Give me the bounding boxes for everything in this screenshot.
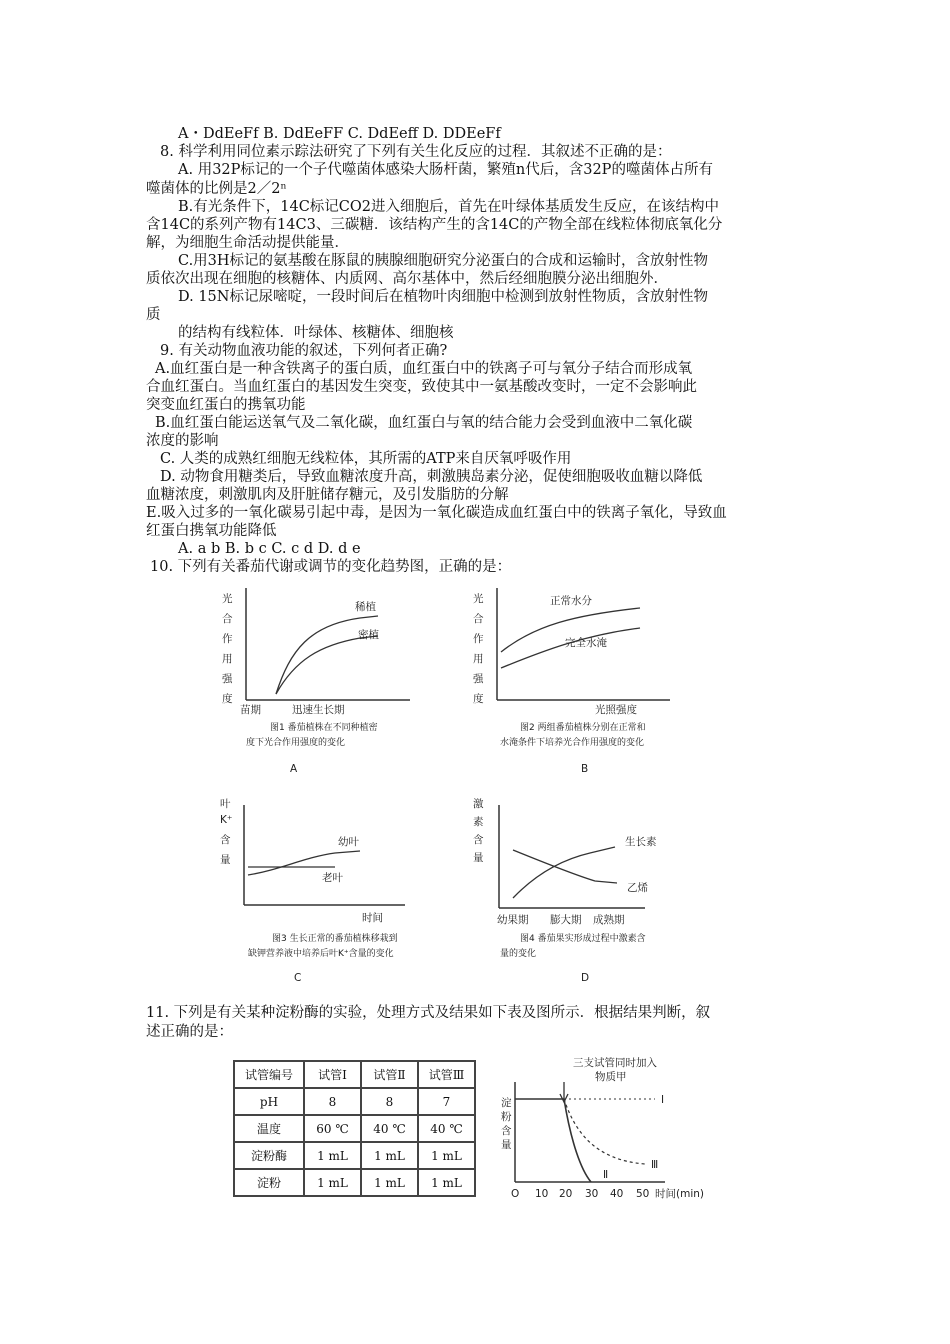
starch-graph-label-2: Ⅱ (603, 1169, 609, 1181)
figure-c-curve-young (248, 851, 360, 875)
figure-a-ylabel (222, 592, 233, 705)
q9-option-e: E.吸入过多的一氧化碳易引起中毒，是因为一氧化碳造成血红蛋白中的铁离子氧化，导致血 (146, 505, 727, 521)
starch-graph-ticks (511, 1188, 649, 1200)
svg-text:K⁺: K⁺ (220, 814, 233, 826)
figure-a-x2: 迅速生长期 (292, 704, 345, 716)
figure-d (465, 795, 705, 995)
svg-text:强: 强 (473, 673, 484, 685)
starch-graph-title1: 三支试管同时加入 (573, 1057, 657, 1069)
experiment-table (233, 1060, 476, 1197)
q8-option-c: C.用3H标记的氨基酸在豚鼠的胰腺细胞研究分泌蛋白的合成和运输时，含放射性物 (178, 253, 709, 269)
figure-b-caption2: 水淹条件下培养光合作用强度的变化 (500, 738, 645, 748)
svg-text:量: 量 (501, 1139, 512, 1151)
table-cell: 淀粉酶 (234, 1142, 304, 1169)
q8-option-b-cont2: 解，为细胞生命活动提供能量． (146, 235, 349, 251)
figure-d-x2: 膨大期 (550, 914, 582, 926)
q8-option-c-cont: 质依次出现在细胞的核糖体、内质网、高尔基体中，然后经细胞膜分泌出细胞外． (146, 271, 668, 287)
svg-text:作: 作 (222, 633, 233, 645)
q9-option-a-cont1: 合血红蛋白。当血红蛋白的基因发生突变，致使其中一氨基酸改变时，一定不会影响此 (146, 379, 697, 395)
figure-c-label-old: 老叶 (322, 872, 343, 884)
table-cell: 1 mL (361, 1169, 418, 1196)
table-cell: 1 mL (418, 1169, 475, 1196)
q9-option-e-cont: 红蛋白携氧功能降低 (146, 523, 277, 539)
q9-stem: 9. 有关动物血液功能的叙述，下列何者正确? (160, 343, 448, 359)
q8-option-a-cont: 噬菌体的比例是2／2ⁿ (146, 181, 287, 197)
figure-c-caption2: 缺钾营养液中培养后叶K⁺含量的变化 (248, 949, 394, 959)
table-cell: pH (234, 1088, 304, 1115)
figure-a-label-dense: 密植 (358, 629, 379, 641)
figure-a (210, 580, 440, 780)
svg-text:含: 含 (501, 1125, 512, 1137)
q9-option-b-cont: 浓度的影响 (146, 433, 219, 449)
starch-graph-label-3: Ⅲ (651, 1159, 659, 1171)
q9-option-d: D. 动物食用糖类后，导致血糖浓度升高，刺激胰岛素分泌，促使细胞吸收血糖以降低 (160, 469, 703, 485)
table-cell: 40 ℃ (418, 1115, 475, 1142)
header-cell: 试管Ⅲ (418, 1061, 475, 1088)
table-row (234, 1169, 475, 1196)
figure-d-curve-auxin (513, 847, 615, 898)
figure-d-x1: 幼果期 (497, 914, 529, 926)
figure-d-caption2: 量的变化 (500, 949, 537, 959)
figure-a-curve-dense (276, 636, 378, 694)
figure-d-letter: D (581, 972, 590, 984)
table-cell: 1 mL (304, 1142, 361, 1169)
q9-choices: A. a b B. b c C. c d D. d e (178, 541, 361, 557)
q8-option-b-cont1: 含14C的系列产物有14C3、三碳糖．该结构产生的含14C的产物全部在线粒体彻底氧化分 (146, 217, 723, 233)
table-cell: 1 mL (418, 1142, 475, 1169)
svg-text:激: 激 (473, 798, 484, 810)
svg-text:用: 用 (222, 653, 233, 665)
figure-b-ylabel (473, 592, 484, 705)
figure-a-caption2: 度下光合作用强度的变化 (246, 738, 346, 748)
figure-c-xlabel: 时间 (362, 912, 383, 924)
figure-b-label-normal: 正常水分 (550, 595, 592, 607)
header-cell: 试管Ⅰ (304, 1061, 361, 1088)
svg-text:10: 10 (535, 1188, 549, 1200)
header-cell: 试管Ⅱ (361, 1061, 418, 1088)
table-row (234, 1115, 475, 1142)
figure-a-label-sparse: 稀植 (355, 601, 376, 613)
svg-text:含: 含 (220, 834, 231, 846)
q10-stem: 10. 下列有关番茄代谢或调节的变化趋势图，正确的是： (150, 559, 512, 575)
figure-a-x1: 苗期 (240, 704, 261, 716)
q8-option-b: B.有光条件下，14C标记CO2进入细胞后，首先在叶绿体基质发生反应，在该结构中 (178, 199, 720, 215)
table-cell: 1 mL (304, 1169, 361, 1196)
svg-text:用: 用 (473, 653, 484, 665)
svg-text:50: 50 (636, 1188, 650, 1200)
header-cell: 试管编号 (234, 1061, 304, 1088)
starch-graph-xunit: 时间(min) (655, 1188, 704, 1200)
figure-c-label-young: 幼叶 (338, 836, 359, 848)
svg-text:40: 40 (610, 1188, 624, 1200)
svg-text:量: 量 (473, 852, 484, 864)
figure-d-caption1: 图4 番茄果实形成过程中激素含 (520, 934, 646, 944)
table-cell: 40 ℃ (361, 1115, 418, 1142)
figure-b-caption1: 图2 两组番茄植株分别在正常和 (520, 723, 646, 733)
figure-a-letter: A (290, 763, 298, 775)
svg-text:量: 量 (220, 854, 231, 866)
svg-text:合: 合 (222, 613, 233, 625)
q8-option-d: D. 15N标记尿嘧啶，一段时间后在植物叶肉细胞中检测到放射性物质，含放射性物 (178, 289, 708, 305)
table-cell: 8 (304, 1088, 361, 1115)
q8-option-a: A. 用32P标记的一个子代噬菌体感染大肠杆菌，繁殖n代后，含32P的噬菌体占所有 (178, 162, 713, 178)
table-cell: 60 ℃ (304, 1115, 361, 1142)
table-row (234, 1142, 475, 1169)
q11-stem-cont: 述正确的是： (146, 1024, 233, 1040)
table-cell: 温度 (234, 1115, 304, 1142)
table-cell: 淀粉 (234, 1169, 304, 1196)
q7-options: A・DdEeFf B. DdEeFF C. DdEeff D. DDEeFf (178, 126, 501, 142)
starch-graph-title2: 物质甲 (595, 1071, 627, 1083)
q11-stem: 11. 下列是有关某种淀粉酶的实验，处理方式及结果如下表及图所示．根据结果判断，叙 (146, 1005, 711, 1021)
figure-a-curve-sparse (276, 616, 378, 694)
starch-graph-label-1: Ⅰ (661, 1094, 665, 1106)
svg-text:强: 强 (222, 673, 233, 685)
svg-text:光: 光 (473, 593, 484, 605)
figure-d-curve-ethylene (513, 850, 617, 883)
svg-text:淀: 淀 (501, 1097, 512, 1109)
figure-a-caption1: 图1 番茄植株在不同种植密 (270, 723, 378, 733)
svg-text:作: 作 (473, 633, 484, 645)
svg-text:合: 合 (473, 613, 484, 625)
q9-option-a: A.血红蛋白是一种含铁离子的蛋白质，血红蛋白中的铁离子可与氧分子结合而形成氧 (155, 361, 693, 377)
figure-c (210, 795, 450, 995)
svg-text:光: 光 (222, 593, 233, 605)
figure-d-x3: 成熟期 (593, 914, 625, 926)
starch-graph-ylabel (501, 1096, 512, 1151)
figure-b-label-flooded: 完全水淹 (565, 637, 607, 649)
q8-stem: 8. 科学利用同位素示踪法研究了下列有关生化反应的过程．其叙述不正确的是： (160, 144, 672, 160)
starch-graph-curve-2 (564, 1099, 591, 1182)
figure-c-caption1: 图3 生长正常的番茄植株移栽到 (272, 934, 398, 944)
figure-b-xlabel: 光照强度 (595, 704, 637, 716)
table-row (234, 1088, 475, 1115)
q8-option-d-cont2: 的结构有线粒体．叶绿体、核糖体、细胞核 (178, 325, 454, 341)
starch-graph (495, 1052, 725, 1207)
table-cell: 8 (361, 1088, 418, 1115)
svg-text:O: O (511, 1188, 520, 1200)
svg-text:含: 含 (473, 834, 484, 846)
svg-text:叶: 叶 (220, 798, 231, 810)
figure-d-label-auxin: 生长素 (625, 836, 657, 848)
q9-option-a-cont2: 突变血红蛋白的携氧功能 (146, 397, 306, 413)
svg-text:度: 度 (222, 693, 233, 705)
figure-b-letter: B (581, 763, 589, 775)
svg-text:20: 20 (559, 1188, 573, 1200)
figure-b (465, 580, 705, 780)
q9-option-d-cont: 血糖浓度，刺激肌肉及肝脏储存糖元，及引发脂肪的分解 (146, 487, 509, 503)
figure-c-ylabel (220, 797, 232, 866)
q8-option-d-cont1: 质 (146, 307, 161, 323)
svg-text:30: 30 (585, 1188, 599, 1200)
q9-option-c: C. 人类的成熟红细胞无线粒体，其所需的ATP来自厌氧呼吸作用 (160, 451, 572, 467)
table-cell: 7 (418, 1088, 475, 1115)
figure-c-letter: C (294, 972, 302, 984)
q9-option-b: B.血红蛋白能运送氧气及二氧化碳，血红蛋白与氧的结合能力会受到血液中二氧化碳 (155, 415, 693, 431)
svg-text:素: 素 (473, 816, 484, 828)
table-header-row (234, 1061, 475, 1088)
table-cell: 1 mL (361, 1142, 418, 1169)
svg-text:度: 度 (473, 693, 484, 705)
figure-d-ylabel (473, 797, 484, 864)
svg-text:粉: 粉 (501, 1111, 512, 1123)
figure-d-label-ethylene: 乙烯 (627, 882, 648, 894)
